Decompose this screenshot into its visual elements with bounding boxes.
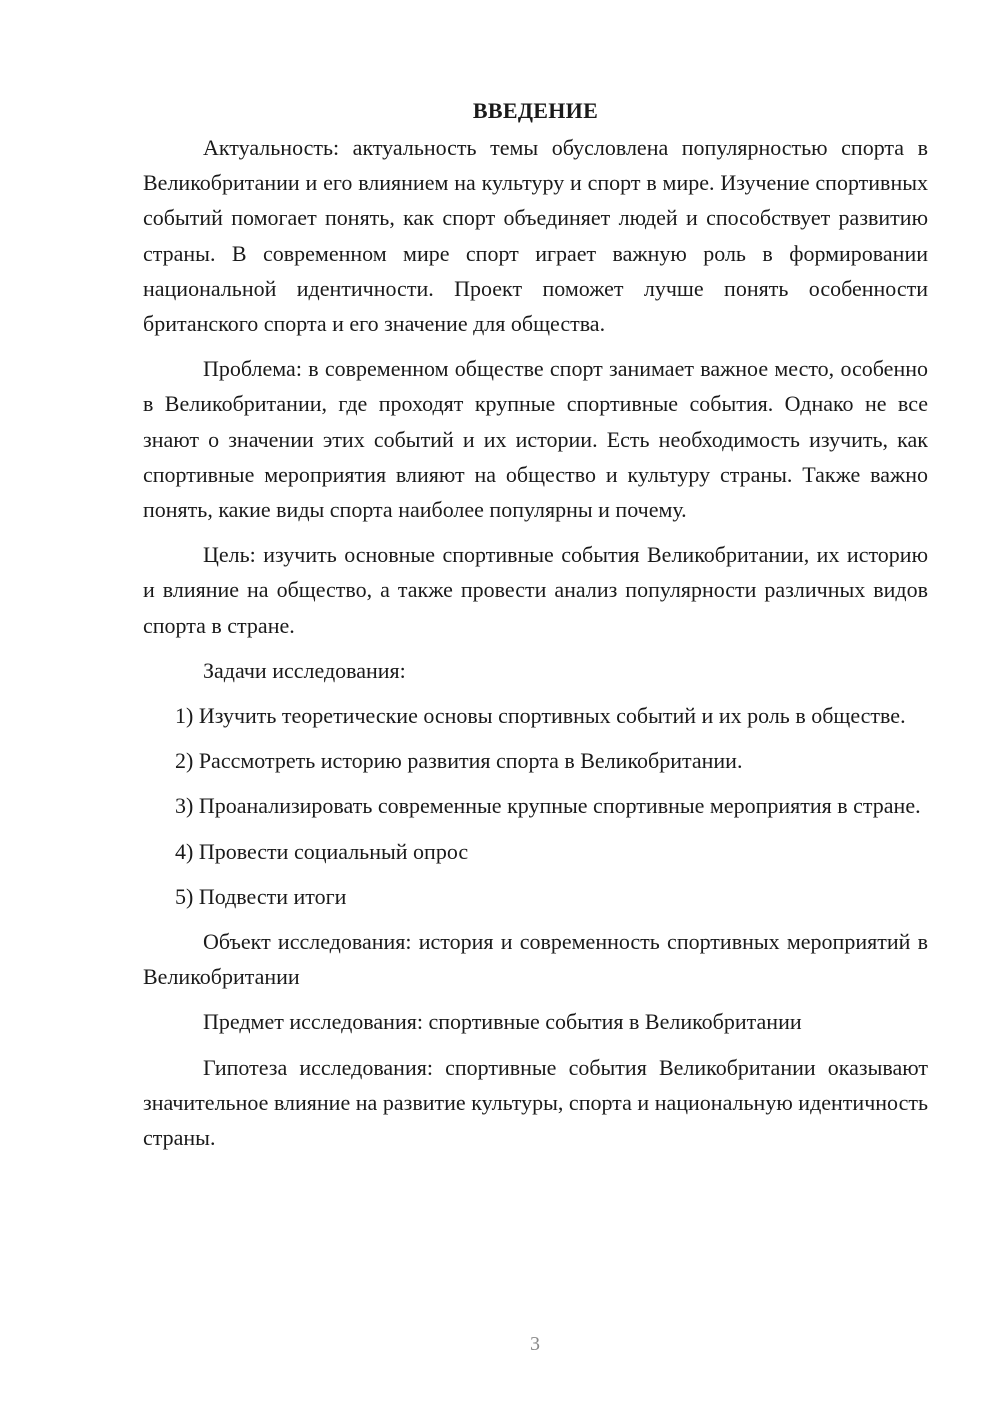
hypothesis-paragraph: Гипотеза исследования: спортивные события Великобритании оказывают значительное влияние на развитие культуры, спорта и национальную идентичность страны. — [143, 1054, 928, 1151]
problem-paragraph: Проблема: в современном обществе спорт занимает важное место, особенно в Великобритании, где проходят крупные спортивные события. Однако не все знают о значении этих событий и их истории. Есть необходимость изучить, как спортивные мероприятия влияют на общество и культуру страны. Также важно понять, какие виды спорта наиболее популярны и почему. — [143, 356, 928, 523]
task-item-2: 2) Рассмотреть историю развития спорта в Великобритании. — [175, 748, 743, 774]
task-item-1: 1) Изучить теоретические основы спортивных событий и их роль в обществе. — [175, 703, 906, 729]
section-heading: ВВЕДЕНИЕ — [472, 98, 599, 123]
tasks-title: Задачи исследования: — [203, 657, 406, 683]
object-paragraph: Объект исследования: история и современность спортивных мероприятий в Великобритании — [143, 929, 928, 990]
subject-paragraph: Предмет исследования: спортивные события в Великобритании — [203, 1009, 802, 1035]
goal-paragraph: Цель: изучить основные спортивные события Великобритании, их историю и влияние на общество, а также провести анализ популярности различных видов спорта в стране. — [143, 542, 928, 638]
task-item-5: 5) Подвести итоги — [175, 883, 347, 909]
relevance-paragraph: Актуальность: актуальность темы обусловлена популярностью спорта в Великобритании и его влиянием на культуру и спорт в мире. Изучение спортивных событий помогает понять, как спорт объединяет людей и способствует развитию страны. В современном мире спорт играет важную роль в формировании национальной идентичности. Проект поможет лучше понять особенности британского спорта и его значение для общества. — [143, 135, 928, 337]
task-item-4: 4) Провести социальный опрос — [175, 838, 469, 864]
page-number: 3 — [530, 1333, 540, 1355]
task-item-3: 3) Проанализировать современные крупные спортивные мероприятия в стране. — [175, 793, 921, 819]
document-page — [143, 96, 928, 1165]
tasks-list — [143, 698, 928, 914]
